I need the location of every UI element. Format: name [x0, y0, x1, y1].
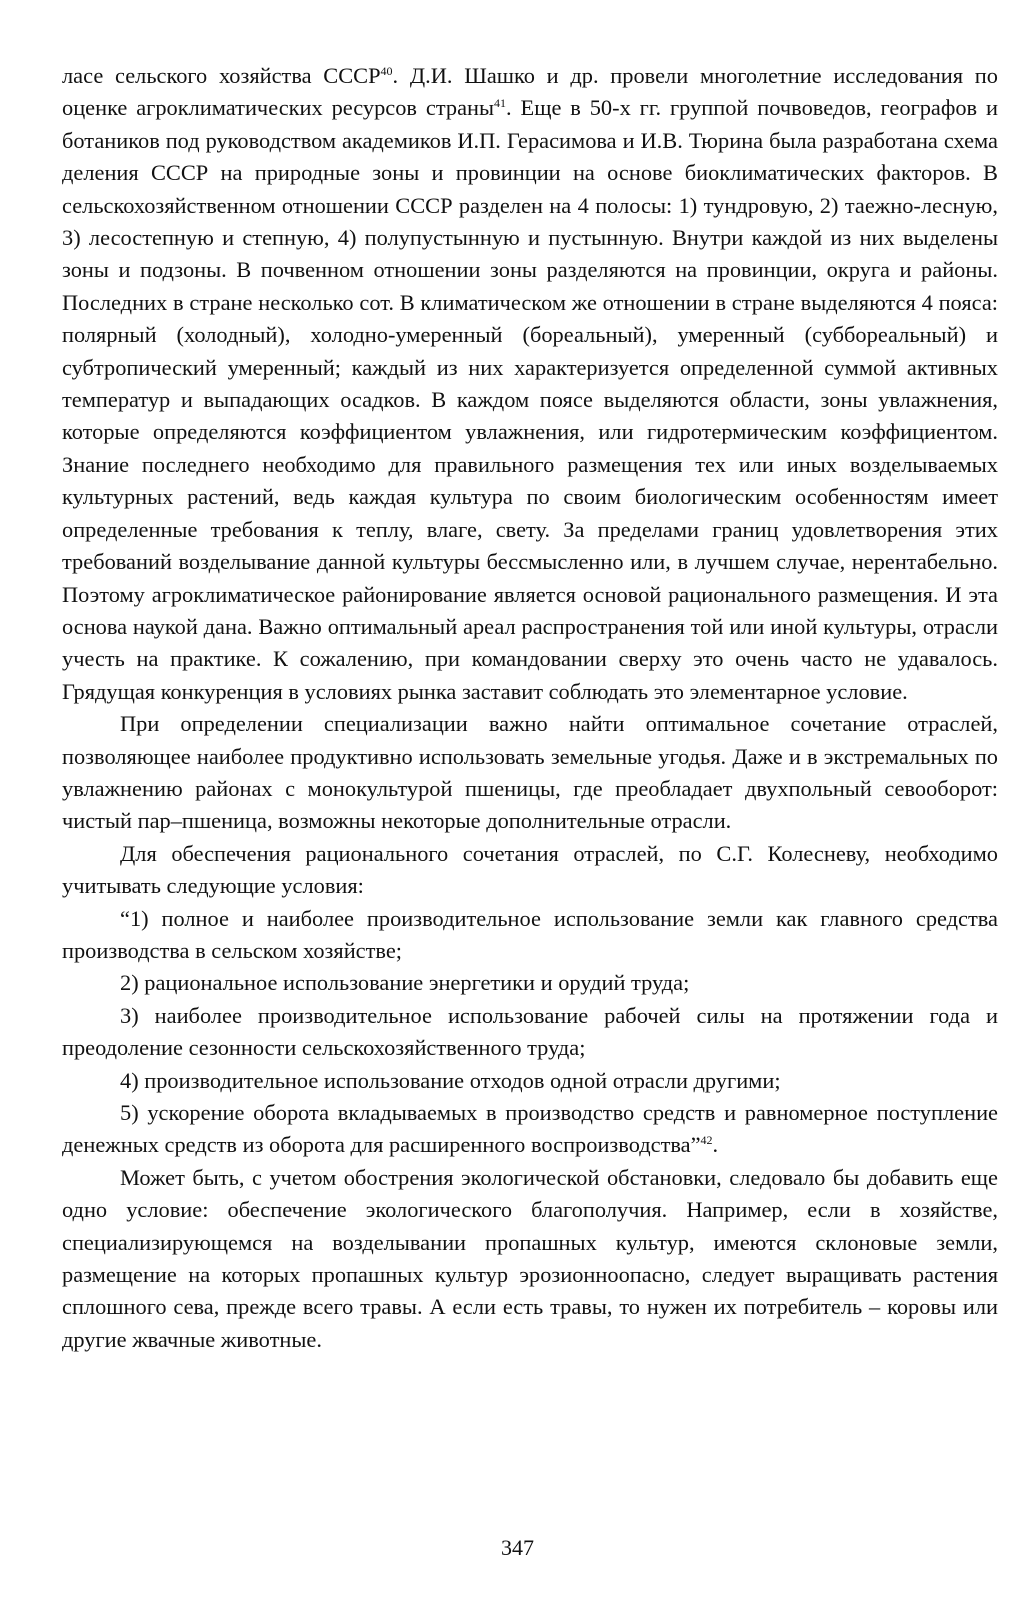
paragraph-text: . Еще в 50-х гг. группой почвоведов, географов и ботаников под руководством академиков И.П. Герасимова и И.В. Тюрина была разработана схема деления СССР на природные зоны и провинции на основе биоклиматических факторов. В сельскохозяйственном отношении СССР разделен на 4 полосы: 1) тундровую, 2) таежно-лесную, 3) лесостепную и степную, 4) полупустынную и пустынную. Внутри каждой из них выделены зоны и подзоны. В почвенном отношении зоны разделяются на провинции, округа и районы. Последних в стране несколько сот. В климатическом же отношении в стране выделяются 4 пояса: полярный (холодный), холодно-умеренный (бореальный), умеренный (суббореальный) и субтропический умеренный; каждый из них характеризуется определенной суммой активных температур и выпадающих осадков. В каждом поясе выделяются области, зоны увлажнения, которые определяются коэффициентом увлажнения, или гидротермическим коэффициентом. Знание последнего необходимо для правильного размещения тех или иных возделываемых культурных растений, ведь каждая культура по своим биологическим особенностям имеет определенные требования к теплу, влаге, свету. За пределами границ удовлетворения этих требований возделывание данной культуры бессмысленно или, в лучшем случае, нерентабельно. Поэтому агроклиматическое районирование является основой рационального размещения. И эта основа наукой дана. Важно оптимальный ареал распространения той или иной культуры, отрасли учесть на практике. К сожалению, при командовании сверху это очень часто не удавалось. Грядущая конкуренция в условиях рынка заставит соблюдать это элементарное условие. — [62, 95, 998, 704]
paragraph-text: . — [712, 1132, 719, 1158]
footnote-marker: 42 — [700, 1133, 713, 1148]
paragraph — [62, 903, 998, 968]
footnote-marker: 41 — [494, 96, 507, 111]
paragraph-text: Для обеспечения рационального сочетания отраслей, по С.Г. Колесневу, необходимо учитывать следующие условия: — [62, 840, 998, 899]
paragraph-text: 4) производительное использование отходов одной отрасли другими; — [120, 1067, 781, 1093]
paragraph — [62, 967, 998, 999]
paragraph — [62, 60, 998, 708]
paragraph-text: ласе сельского хозяйства СССР — [62, 63, 381, 88]
paragraph-text: . Д.И. Шашко и др. провели многолетние исследования по оценке агроклиматических ресурсов страны — [62, 63, 998, 121]
paragraph-text: 5) ускорение оборота вкладываемых в производство средств и равномерное поступление денежных средств из оборота для расширенного воспроизводства” — [62, 1100, 998, 1158]
paragraph — [62, 1097, 998, 1162]
paragraph — [62, 1162, 998, 1356]
paragraph — [62, 1000, 998, 1065]
paragraph — [62, 1065, 998, 1097]
paragraph-text: 3) наиболее производительное использование рабочей силы на протяжении года и преодоление сезонности сельскохозяйственного труда; — [62, 1002, 998, 1061]
paragraph — [62, 708, 998, 838]
paragraph-text: При определении специализации важно найти оптимальное сочетание отраслей, позволяющее наиболее продуктивно использовать земельные угодья. Даже и в экстремальных по увлажнению районах с монокультурой пшеницы, где преобладает двухпольный севооборот: чистый пар–пшеница, возможны некоторые дополнительные отрасли. — [62, 711, 998, 834]
paragraph-text: 2) рациональное использование энергетики и орудий труда; — [120, 970, 690, 996]
paragraph-text: “1) полное и наиболее производительное использование земли как главного средства производства в сельском хозяйстве; — [62, 905, 998, 963]
page-number: 347 — [501, 1535, 534, 1560]
paragraph — [62, 838, 998, 903]
body-text — [62, 60, 998, 1356]
paragraph-text: Может быть, с учетом обострения экологической обстановки, следовало бы добавить еще одно условие: обеспечение экологического благополучия. Например, если в хозяйстве, специализирующемся на возделывании пропашных культур, имеются склоновые земли, размещение на которых пропашных культур эрозионноопасно, следует выращивать растения сплошного сева, прежде всего травы. А если есть травы, то нужен их потребитель – коровы или другие жвачные животные. — [62, 1164, 998, 1352]
footnote-marker: 40 — [380, 64, 393, 78]
